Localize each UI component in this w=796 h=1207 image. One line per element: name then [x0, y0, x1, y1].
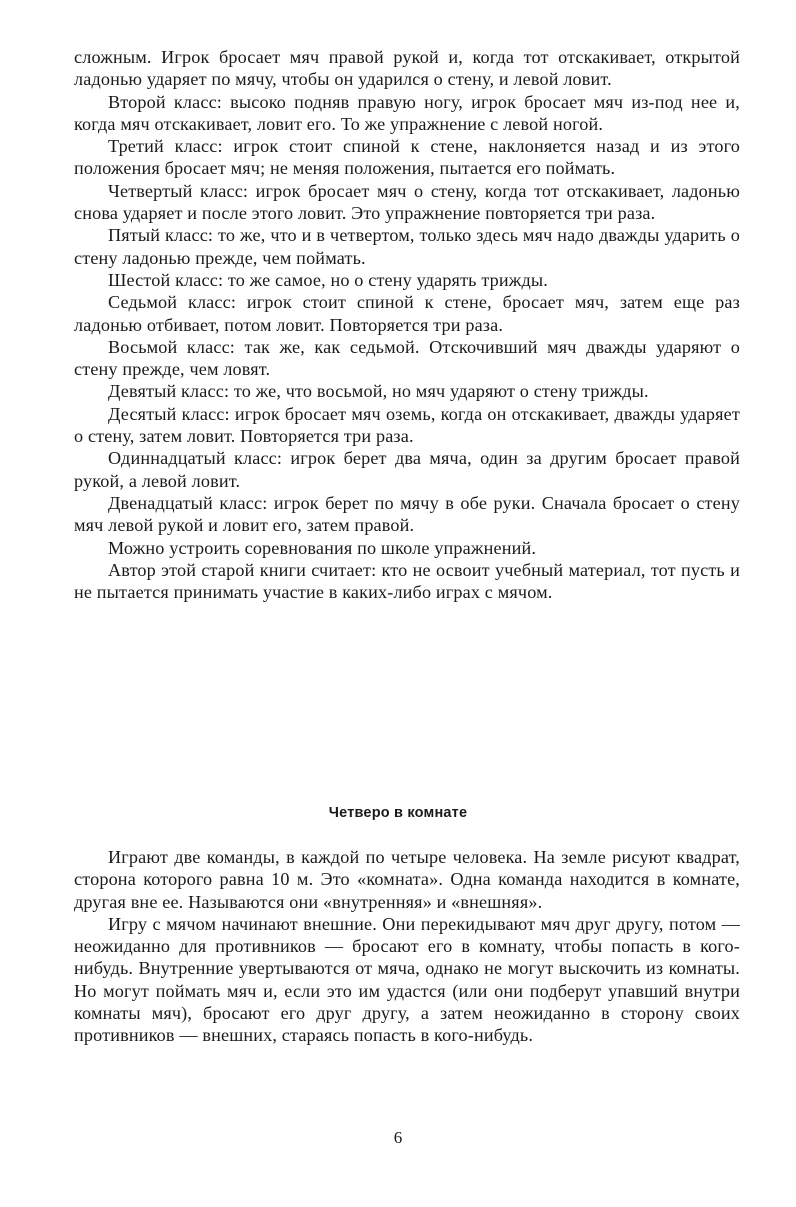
section-ball-exercises: [74, 46, 740, 603]
paragraph: Играют две команды, в каждой по четыре человека. На земле рисуют квадрат, сторона которого равна 10 м. Это «комната». Одна команда находится в комнате, другая вне ее. Называются они «внутренняя» и «внешняя».: [74, 847, 740, 912]
paragraph: Второй класс: высоко подняв правую ногу, игрок бросает мяч из-под нее и, когда мяч отскакивает, ловит его. То же упражнение с левой ногой.: [74, 91, 740, 134]
paragraph: Игру с мячом начинают внешние. Они перекидывают мяч друг другу, потом — неожиданно для противников — бросают его в комнату, чтобы попасть в кого-нибудь. Внутренние увертываются от мяча, однако не могут выскочить из комнаты. Но могут поймать мяч и, если это им удастся (или они подберут упавший внутри комнаты мяч), бросают его друг другу, а затем неожиданно в сторону своих противников — внешних, стараясь попасть в кого-нибудь.: [74, 913, 740, 1046]
paragraph: Седьмой класс: игрок стоит спиной к стене, бросает мяч, затем еще раз ладонью отбивает, потом ловит. Повторяется три раза.: [74, 292, 740, 335]
section-four-in-room: [74, 846, 740, 1047]
paragraph: Восьмой класс: так же, как седьмой. Отскочивший мяч дважды ударяют о стену прежде, чем ловят.: [74, 336, 740, 380]
paragraph: Шестой класс: то же самое, но о стену ударять трижды.: [108, 269, 548, 290]
section-heading: Четверо в комнате: [328, 805, 468, 821]
paragraph: Третий класс: игрок стоит спиной к стене, наклоняется назад и из этого положения бросает мяч; не меняя положения, пытается его поймать.: [74, 136, 740, 179]
paragraph: Пятый класс: то же, что и в четвертом, только здесь мяч надо дважды ударить о стену ладонью прежде, чем поймать.: [74, 225, 740, 268]
paragraph: Двенадцатый класс: игрок берет по мячу в обе руки. Сначала бросает о стену мяч левой рукой и ловит его, затем правой.: [74, 492, 740, 536]
paragraph: Одиннадцатый класс: игрок берет два мяча, один за другим бросает правой рукой, а левой ловит.: [74, 448, 740, 491]
paragraph: Четвертый класс: игрок бросает мяч о стену, когда тот отскакивает, ладонью снова ударяет и после этого ловит. Это упражнение повторяется три раза.: [74, 180, 740, 224]
paragraph: сложным. Игрок бросает мяч правой рукой и, когда тот отскакивает, открытой ладонью ударяет по мячу, чтобы он ударился о стену, и левой ловит.: [74, 47, 740, 90]
paragraph: Десятый класс: игрок бросает мяч оземь, когда он отскакивает, дважды ударяет о стену, затем ловит. Повторяется три раза.: [74, 403, 740, 447]
paragraph: Можно устроить соревнования по школе упражнений.: [108, 537, 537, 558]
paragraph: Автор этой старой книги считает: кто не освоит учебный материал, тот пусть и не пытается принимать участие в каких-либо играх с мячом.: [74, 559, 740, 603]
page-number: 6: [393, 1128, 403, 1147]
paragraph: Девятый класс: то же, что восьмой, но мяч ударяют о стену трижды.: [108, 381, 649, 402]
